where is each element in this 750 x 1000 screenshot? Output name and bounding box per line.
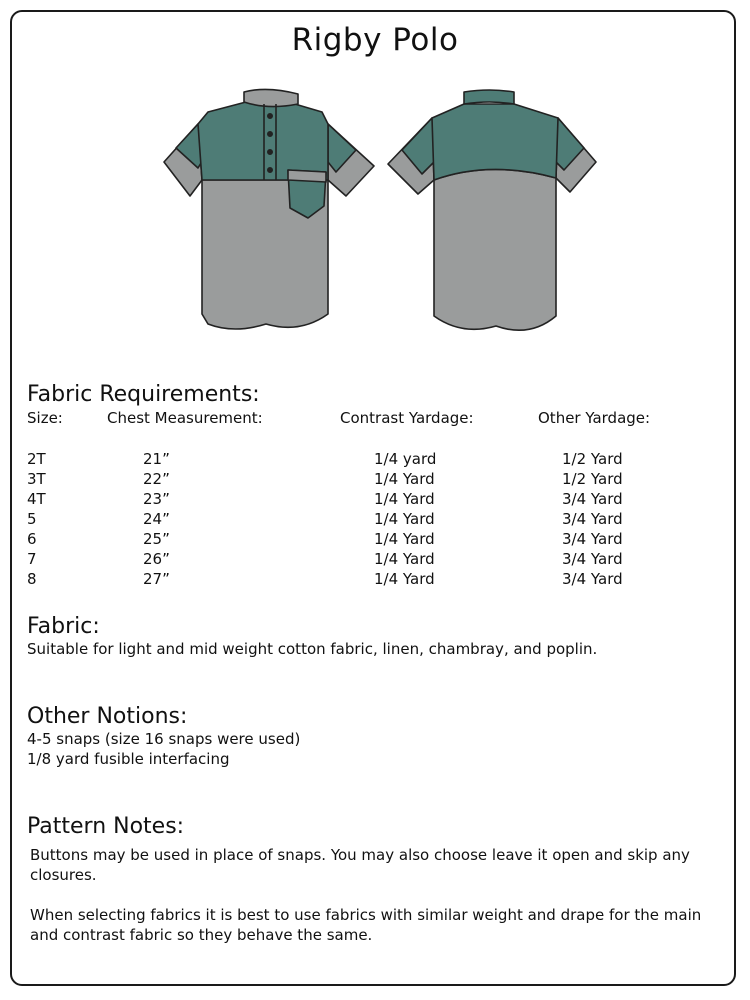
- pattern-notes-heading: Pattern Notes:: [27, 814, 185, 839]
- page-title: Rigby Polo: [291, 22, 459, 58]
- pattern-note-fabrics: When selecting fabrics it is best to use fabrics with similar weight and drape for the main and contrast fabric so they behave the same.: [30, 906, 702, 944]
- table-cell: 1/4 Yard: [374, 510, 435, 528]
- table-cell: 1/4 Yard: [374, 490, 435, 508]
- chest-column-header: Chest Measurement:: [107, 409, 263, 427]
- shirt-front-icon: [164, 89, 374, 329]
- table-cell: 3/4 Yard: [562, 510, 623, 528]
- table-cell: 7: [27, 550, 37, 568]
- contrast-column-header: Contrast Yardage:: [340, 409, 474, 427]
- other-column-header: Other Yardage:: [538, 409, 651, 427]
- other-notions-heading: Other Notions:: [27, 704, 188, 729]
- table-cell: 25”: [143, 530, 170, 548]
- table-cell: 1/4 Yard: [374, 550, 435, 568]
- table-cell: 3/4 Yard: [562, 570, 623, 588]
- shirt-illustration: [150, 88, 610, 338]
- table-cell: 21”: [143, 450, 170, 468]
- shirt-back-icon: [388, 90, 596, 330]
- table-cell: 24”: [143, 510, 170, 528]
- fabric-heading: Fabric:: [27, 614, 100, 639]
- table-cell: 2T: [27, 450, 46, 468]
- table-cell: 3T: [27, 470, 46, 488]
- size-column: [27, 449, 46, 589]
- table-cell: 26”: [143, 550, 170, 568]
- table-cell: 3/4 Yard: [562, 530, 623, 548]
- fabric-description: Suitable for light and mid weight cotton fabric, linen, chambray, and poplin.: [27, 640, 598, 658]
- size-column-header: Size:: [27, 409, 63, 427]
- other-column: [562, 449, 623, 589]
- table-cell: 6: [27, 530, 37, 548]
- pattern-note-snaps: Buttons may be used in place of snaps. You may also choose leave it open and skip any closures.: [30, 846, 690, 884]
- fabric-requirements-heading: Fabric Requirements:: [27, 382, 260, 407]
- table-cell: 3/4 Yard: [562, 550, 623, 568]
- table-cell: 3/4 Yard: [562, 490, 623, 508]
- table-cell: 1/2 Yard: [562, 470, 623, 488]
- table-cell: 27”: [143, 570, 170, 588]
- table-cell: 4T: [27, 490, 46, 508]
- notion-interfacing: 1/8 yard fusible interfacing: [27, 750, 230, 768]
- contrast-column: [374, 449, 436, 589]
- table-cell: 8: [27, 570, 37, 588]
- table-cell: 5: [27, 510, 37, 528]
- table-cell: 1/4 yard: [374, 450, 437, 468]
- notion-snaps: 4-5 snaps (size 16 snaps were used): [27, 730, 301, 748]
- chest-column: [143, 449, 170, 589]
- table-cell: 22”: [143, 470, 170, 488]
- table-cell: 23”: [143, 490, 170, 508]
- table-cell: 1/4 Yard: [374, 530, 435, 548]
- table-cell: 1/4 Yard: [374, 570, 435, 588]
- table-cell: 1/2 Yard: [562, 450, 623, 468]
- table-cell: 1/4 Yard: [374, 470, 435, 488]
